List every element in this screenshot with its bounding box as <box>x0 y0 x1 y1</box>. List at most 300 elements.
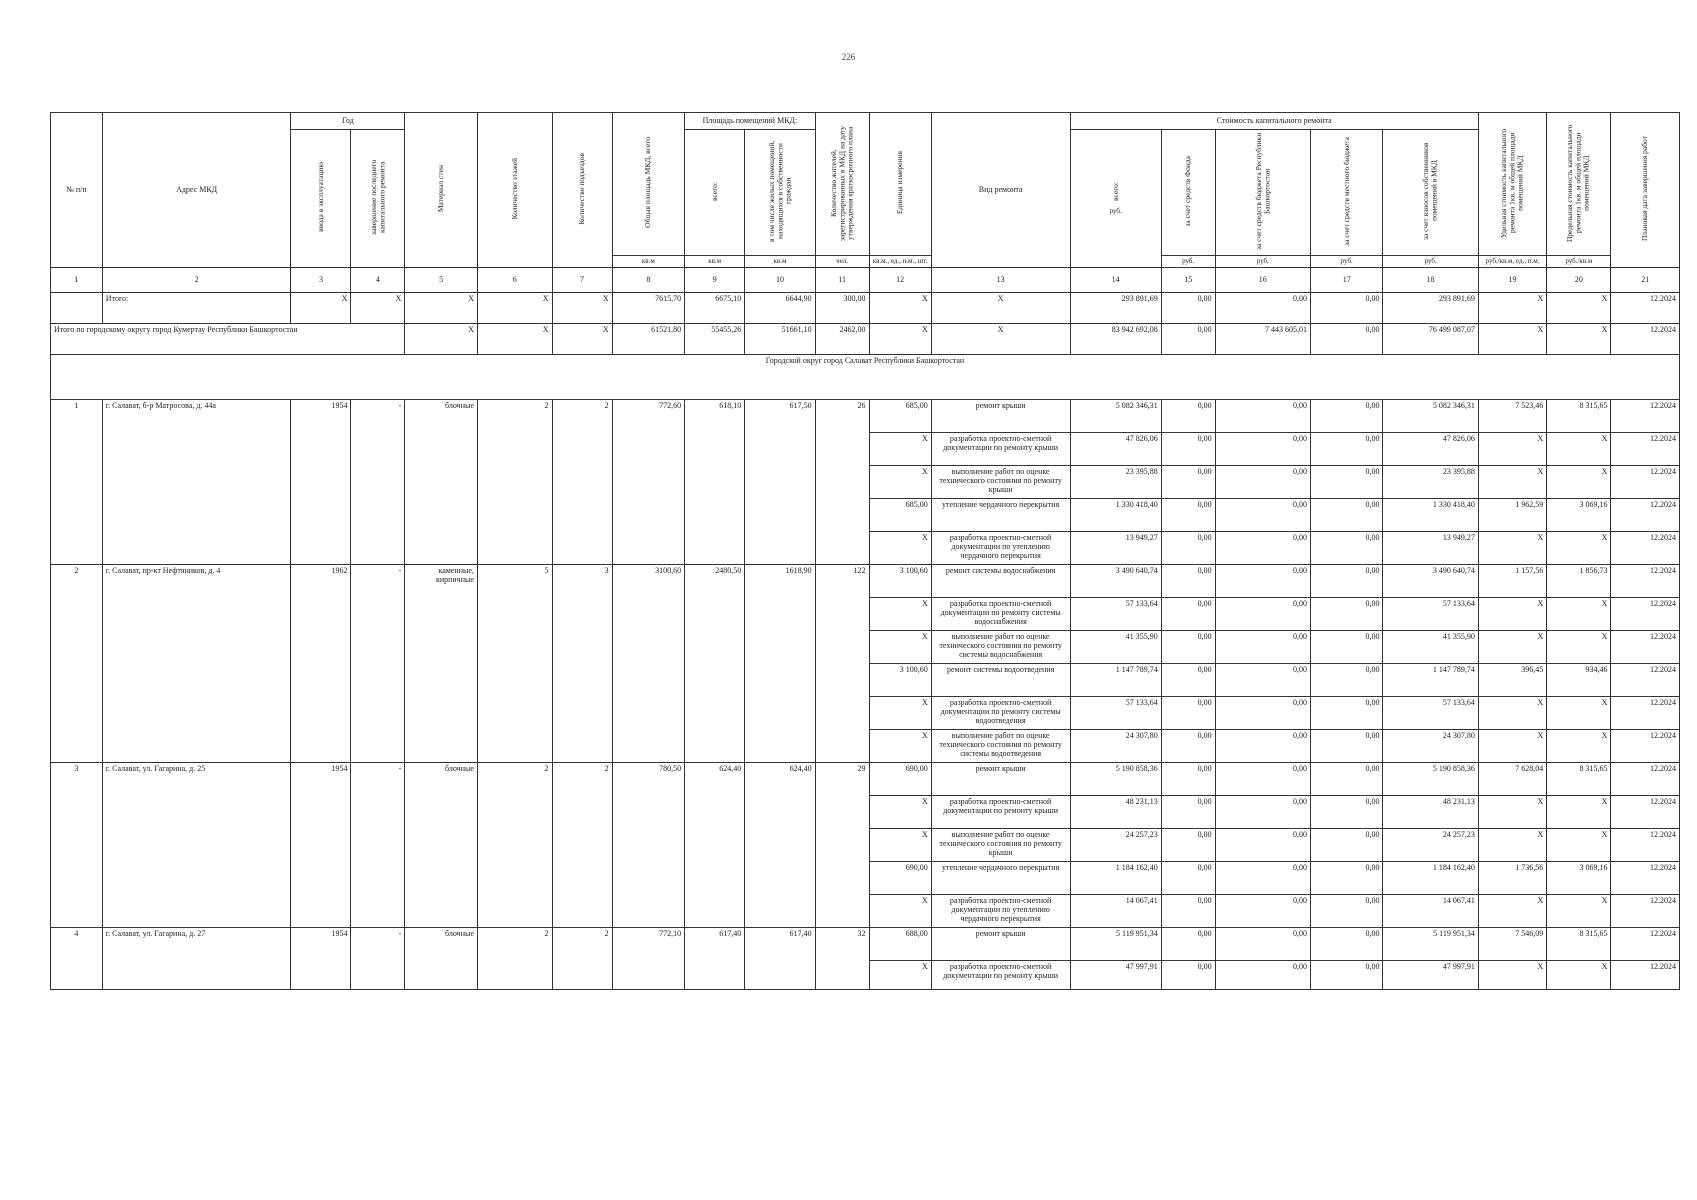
kumertau-cell: 7 443 605,01 <box>1215 324 1310 355</box>
work-type: разработка проектно-сметной документации по ремонту крыши <box>931 796 1070 829</box>
itogo-cell: X <box>291 293 351 324</box>
work-fund: 0,00 <box>1161 862 1215 895</box>
work-type: разработка проектно-сметной документации по утеплению чердачного перекрытия <box>931 532 1070 565</box>
work-total: 47 826,06 <box>1070 433 1161 466</box>
work-max-cost: X <box>1547 895 1611 928</box>
itogo-cell: X <box>405 293 478 324</box>
kumertau-cell: 83 942 692,08 <box>1070 324 1161 355</box>
itogo-cell: 300,00 <box>815 293 869 324</box>
work-unit: 3 100,60 <box>869 664 931 697</box>
column-number: 1 <box>51 268 103 293</box>
itogo-cell: 12.2024 <box>1611 293 1680 324</box>
work-total: 47 997,91 <box>1070 961 1161 990</box>
work-max-cost: 8 315,65 <box>1547 763 1611 796</box>
work-republic: 0,00 <box>1215 499 1310 532</box>
work-total: 1 330 418,40 <box>1070 499 1161 532</box>
itogo-cell: X <box>931 293 1070 324</box>
work-fund: 0,00 <box>1161 730 1215 763</box>
work-max-cost: X <box>1547 598 1611 631</box>
house-no: 4 <box>51 928 103 990</box>
work-owners: 1 184 162,40 <box>1383 862 1478 895</box>
unit-rub-14: руб. <box>1109 206 1122 215</box>
work-max-cost: 8 315,65 <box>1547 928 1611 961</box>
work-owners: 47 997,91 <box>1383 961 1478 990</box>
work-deadline: 12.2024 <box>1611 829 1680 862</box>
region-title: Городской округ город Салават Республики Башкортостан <box>51 355 1680 400</box>
work-fund: 0,00 <box>1161 796 1215 829</box>
house-address: г. Салават, б-р Матросова, д. 44а <box>102 400 291 565</box>
work-type: разработка проектно-сметной документации по ремонту системы водоснабжения <box>931 598 1070 631</box>
column-number: 21 <box>1611 268 1680 293</box>
work-local: 0,00 <box>1310 598 1383 631</box>
work-deadline: 12.2024 <box>1611 598 1680 631</box>
work-specific-cost: X <box>1478 829 1546 862</box>
work-fund: 0,00 <box>1161 466 1215 499</box>
work-deadline: 12.2024 <box>1611 466 1680 499</box>
work-type: утепление чердачного перекрытия <box>931 499 1070 532</box>
work-owners: 57 133,64 <box>1383 697 1478 730</box>
header-residents: Количество жителей, зарегистрированных в МКД на дату утверждения краткосрочного плана <box>815 113 869 256</box>
work-deadline: 12.2024 <box>1611 631 1680 664</box>
house-last-repair: - <box>351 400 405 565</box>
work-local: 0,00 <box>1310 928 1383 961</box>
work-deadline: 12.2024 <box>1611 763 1680 796</box>
house-area: 772,60 <box>612 400 685 565</box>
unit-prem: кв.м <box>685 255 745 268</box>
work-specific-cost: X <box>1478 730 1546 763</box>
work-fund: 0,00 <box>1161 664 1215 697</box>
work-local: 0,00 <box>1310 697 1383 730</box>
house-entrances: 2 <box>552 928 612 990</box>
house-floors: 2 <box>477 763 552 928</box>
work-deadline: 12.2024 <box>1611 697 1680 730</box>
work-max-cost: X <box>1547 433 1611 466</box>
header-unit: Единица измерения <box>869 113 931 256</box>
work-total: 24 307,80 <box>1070 730 1161 763</box>
house-work-row <box>51 400 1680 433</box>
work-republic: 0,00 <box>1215 565 1310 598</box>
column-number: 12 <box>869 268 931 293</box>
work-total: 57 133,64 <box>1070 697 1161 730</box>
work-unit: 3 100,60 <box>869 565 931 598</box>
header-cost-total: всего: руб. <box>1070 130 1161 268</box>
itogo-cell: X <box>1547 293 1611 324</box>
kumertau-label: Итого по городскому округу город Кумертау Республики Башкортостан <box>51 324 405 355</box>
region-row <box>51 355 1680 400</box>
house-work-row <box>51 763 1680 796</box>
header-premises: Площадь помещений МКД: <box>685 113 816 130</box>
work-specific-cost: 1 736,56 <box>1478 862 1546 895</box>
kumertau-cell: 55455,26 <box>685 324 745 355</box>
work-max-cost: 934,46 <box>1547 664 1611 697</box>
work-fund: 0,00 <box>1161 961 1215 990</box>
house-address: г. Салават, ул. Гагарина, д. 25 <box>102 763 291 928</box>
header-year-last-repair: завершение последнего капитального ремонта <box>351 130 405 268</box>
kumertau-cell: X <box>552 324 612 355</box>
work-deadline: 12.2024 <box>1611 565 1680 598</box>
work-owners: 5 190 858,36 <box>1383 763 1478 796</box>
house-material: каменные, кирпичные <box>405 565 478 763</box>
work-total: 48 231,13 <box>1070 796 1161 829</box>
work-local: 0,00 <box>1310 763 1383 796</box>
work-local: 0,00 <box>1310 400 1383 433</box>
work-type: разработка проектно-сметной документации по ремонту крыши <box>931 961 1070 990</box>
house-year: 1962 <box>291 565 351 763</box>
header-cost-fund: за счет средств Фонда <box>1161 130 1215 256</box>
work-unit: X <box>869 598 931 631</box>
work-max-cost: 3 069,16 <box>1547 499 1611 532</box>
itogo-cell: X <box>1478 293 1546 324</box>
kumertau-cell: 12.2024 <box>1611 324 1680 355</box>
kumertau-cell: 51661,10 <box>745 324 815 355</box>
house-no: 2 <box>51 565 103 763</box>
work-total: 1 147 789,74 <box>1070 664 1161 697</box>
work-republic: 0,00 <box>1215 400 1310 433</box>
work-owners: 1 147 789,74 <box>1383 664 1478 697</box>
work-republic: 0,00 <box>1215 697 1310 730</box>
work-fund: 0,00 <box>1161 598 1215 631</box>
column-number: 2 <box>102 268 291 293</box>
work-fund: 0,00 <box>1161 928 1215 961</box>
header-deadline: Плановая дата завершения работ <box>1611 113 1680 268</box>
header-row-1 <box>51 113 1680 130</box>
work-specific-cost: 7 628,04 <box>1478 763 1546 796</box>
work-local: 0,00 <box>1310 499 1383 532</box>
work-owners: 48 231,13 <box>1383 796 1478 829</box>
itogo-label: Итого: <box>102 293 291 324</box>
work-local: 0,00 <box>1310 631 1383 664</box>
work-fund: 0,00 <box>1161 433 1215 466</box>
work-deadline: 12.2024 <box>1611 532 1680 565</box>
unit-rub-16: руб. <box>1215 255 1310 268</box>
house-no: 3 <box>51 763 103 928</box>
column-number: 18 <box>1383 268 1478 293</box>
work-total: 3 490 640,74 <box>1070 565 1161 598</box>
column-number: 16 <box>1215 268 1310 293</box>
column-number: 3 <box>291 268 351 293</box>
work-deadline: 12.2024 <box>1611 433 1680 466</box>
house-last-repair: - <box>351 928 405 990</box>
work-unit: X <box>869 697 931 730</box>
work-fund: 0,00 <box>1161 631 1215 664</box>
column-number: 11 <box>815 268 869 293</box>
work-local: 0,00 <box>1310 961 1383 990</box>
work-owners: 23 395,88 <box>1383 466 1478 499</box>
work-type: ремонт системы водоотведения <box>931 664 1070 697</box>
work-max-cost: X <box>1547 466 1611 499</box>
unit-maxspec: руб./кв.м <box>1547 255 1611 268</box>
work-type: ремонт крыши <box>931 763 1070 796</box>
work-unit: X <box>869 631 931 664</box>
house-premises: 618,10 <box>685 400 745 565</box>
header-total-area: Общая площадь МКД, всего <box>612 113 685 256</box>
work-owners: 13 949,27 <box>1383 532 1478 565</box>
work-specific-cost: X <box>1478 532 1546 565</box>
work-local: 0,00 <box>1310 532 1383 565</box>
column-number: 7 <box>552 268 612 293</box>
work-type: ремонт системы водоснабжения <box>931 565 1070 598</box>
work-republic: 0,00 <box>1215 961 1310 990</box>
house-private: 617,50 <box>745 400 815 565</box>
unit-rub-17: руб. <box>1310 255 1383 268</box>
work-local: 0,00 <box>1310 565 1383 598</box>
header-address: Адрес МКД <box>102 113 291 268</box>
work-unit: 688,00 <box>869 928 931 961</box>
house-work-row <box>51 565 1680 598</box>
work-republic: 0,00 <box>1215 664 1310 697</box>
work-fund: 0,00 <box>1161 829 1215 862</box>
work-specific-cost: 1 157,56 <box>1478 565 1546 598</box>
header-cost: Стоимость капитального ремонта <box>1070 113 1478 130</box>
column-number: 9 <box>685 268 745 293</box>
itogo-cell: X <box>552 293 612 324</box>
work-type: утепление чердачного перекрытия <box>931 862 1070 895</box>
work-type: выполнение работ по оценке технического состояния по ремонту системы водоснабжения <box>931 631 1070 664</box>
work-unit: X <box>869 532 931 565</box>
column-numbers-row <box>51 268 1680 293</box>
work-type: выполнение работ по оценке технического состояния по ремонту крыши <box>931 829 1070 862</box>
house-premises: 624,40 <box>685 763 745 928</box>
work-deadline: 12.2024 <box>1611 400 1680 433</box>
work-republic: 0,00 <box>1215 829 1310 862</box>
work-local: 0,00 <box>1310 895 1383 928</box>
house-work-row <box>51 928 1680 961</box>
itogo-cell: 7615,70 <box>612 293 685 324</box>
header-year-commission: ввода в эксплуатацию <box>291 130 351 268</box>
house-year: 1954 <box>291 763 351 928</box>
work-deadline: 12.2024 <box>1611 664 1680 697</box>
work-owners: 1 330 418,40 <box>1383 499 1478 532</box>
work-unit: 685,00 <box>869 400 931 433</box>
work-max-cost: 8 315,65 <box>1547 400 1611 433</box>
work-republic: 0,00 <box>1215 466 1310 499</box>
work-owners: 5 082 346,31 <box>1383 400 1478 433</box>
work-local: 0,00 <box>1310 862 1383 895</box>
kumertau-cell: X <box>1478 324 1546 355</box>
itogo-cell: X <box>351 293 405 324</box>
unit-area: кв.м <box>612 255 685 268</box>
work-max-cost: 3 069,16 <box>1547 862 1611 895</box>
itogo-cell: 0,00 <box>1215 293 1310 324</box>
work-unit: 685,00 <box>869 499 931 532</box>
work-specific-cost: 396,45 <box>1478 664 1546 697</box>
work-republic: 0,00 <box>1215 598 1310 631</box>
work-specific-cost: X <box>1478 466 1546 499</box>
work-max-cost: X <box>1547 796 1611 829</box>
column-number: 4 <box>351 268 405 293</box>
work-deadline: 12.2024 <box>1611 928 1680 961</box>
unit-rub-18: руб. <box>1383 255 1478 268</box>
kumertau-cell: 0,00 <box>1161 324 1215 355</box>
work-type: выполнение работ по оценке технического состояния по ремонту крыши <box>931 466 1070 499</box>
house-area: 772,10 <box>612 928 685 990</box>
work-type: выполнение работ по оценке технического состояния по ремонту системы водоотведения <box>931 730 1070 763</box>
work-type: ремонт крыши <box>931 400 1070 433</box>
column-number: 20 <box>1547 268 1611 293</box>
house-residents: 122 <box>815 565 869 763</box>
work-total: 14 067,41 <box>1070 895 1161 928</box>
header-work-type: Вид ремонта <box>931 113 1070 268</box>
column-number: 8 <box>612 268 685 293</box>
unit-measure: кв.м., ед., п.м., шт. <box>869 255 931 268</box>
itogo-row <box>51 293 1680 324</box>
work-owners: 5 119 951,34 <box>1383 928 1478 961</box>
house-entrances: 2 <box>552 400 612 565</box>
work-total: 5 082 346,31 <box>1070 400 1161 433</box>
itogo-cell: 6644,90 <box>745 293 815 324</box>
work-specific-cost: X <box>1478 697 1546 730</box>
house-residents: 32 <box>815 928 869 990</box>
work-type: ремонт крыши <box>931 928 1070 961</box>
work-republic: 0,00 <box>1215 862 1310 895</box>
column-number: 13 <box>931 268 1070 293</box>
unit-people: чел. <box>815 255 869 268</box>
work-max-cost: X <box>1547 697 1611 730</box>
house-entrances: 3 <box>552 565 612 763</box>
header-entrances: Количество подъездов <box>552 113 612 268</box>
column-number: 6 <box>477 268 552 293</box>
work-local: 0,00 <box>1310 730 1383 763</box>
work-type: разработка проектно-сметной документации по утеплению чердачного перекрытия <box>931 895 1070 928</box>
unit-rub-15: руб. <box>1161 255 1215 268</box>
work-unit: X <box>869 829 931 862</box>
work-fund: 0,00 <box>1161 697 1215 730</box>
work-local: 0,00 <box>1310 466 1383 499</box>
work-total: 13 949,27 <box>1070 532 1161 565</box>
work-republic: 0,00 <box>1215 730 1310 763</box>
house-material: блочные <box>405 928 478 990</box>
house-year: 1954 <box>291 928 351 990</box>
work-owners: 57 133,64 <box>1383 598 1478 631</box>
column-number: 15 <box>1161 268 1215 293</box>
work-republic: 0,00 <box>1215 631 1310 664</box>
work-total: 23 395,88 <box>1070 466 1161 499</box>
work-total: 24 257,23 <box>1070 829 1161 862</box>
kumertau-cell: 61521,80 <box>612 324 685 355</box>
work-owners: 41 355,90 <box>1383 631 1478 664</box>
work-max-cost: X <box>1547 829 1611 862</box>
work-deadline: 12.2024 <box>1611 499 1680 532</box>
work-deadline: 12.2024 <box>1611 895 1680 928</box>
column-number: 14 <box>1070 268 1161 293</box>
house-residents: 29 <box>815 763 869 928</box>
header-floors: Количество этажей <box>477 113 552 268</box>
work-unit: X <box>869 433 931 466</box>
house-last-repair: - <box>351 763 405 928</box>
work-local: 0,00 <box>1310 664 1383 697</box>
header-premises-private: в том числе жилых помещений, находящихся в собственности граждан <box>745 130 815 256</box>
work-total: 5 119 951,34 <box>1070 928 1161 961</box>
house-private: 1618,90 <box>745 565 815 763</box>
kumertau-cell: X <box>1547 324 1611 355</box>
work-specific-cost: 1 962,59 <box>1478 499 1546 532</box>
work-max-cost: X <box>1547 730 1611 763</box>
work-fund: 0,00 <box>1161 400 1215 433</box>
work-local: 0,00 <box>1310 796 1383 829</box>
work-deadline: 12.2024 <box>1611 961 1680 990</box>
work-max-cost: X <box>1547 961 1611 990</box>
work-fund: 0,00 <box>1161 895 1215 928</box>
page-number: 226 <box>841 52 856 62</box>
work-max-cost: X <box>1547 631 1611 664</box>
house-floors: 5 <box>477 565 552 763</box>
work-specific-cost: X <box>1478 796 1546 829</box>
work-fund: 0,00 <box>1161 532 1215 565</box>
header-cost-local: за счет средств местного бюджета <box>1310 130 1383 256</box>
itogo-cell: X <box>477 293 552 324</box>
itogo-cell: 293 891,69 <box>1383 293 1478 324</box>
work-deadline: 12.2024 <box>1611 730 1680 763</box>
header-premises-total: всего: <box>685 130 745 256</box>
kumertau-cell: 0,00 <box>1310 324 1383 355</box>
work-deadline: 12.2024 <box>1611 796 1680 829</box>
work-specific-cost: X <box>1478 598 1546 631</box>
work-unit: X <box>869 730 931 763</box>
work-specific-cost: X <box>1478 631 1546 664</box>
work-type: разработка проектно-сметной документации по ремонту крыши <box>931 433 1070 466</box>
itogo-cell: X <box>869 293 931 324</box>
work-unit: X <box>869 961 931 990</box>
work-specific-cost: 7 523,46 <box>1478 400 1546 433</box>
work-owners: 47 826,06 <box>1383 433 1478 466</box>
work-type: разработка проектно-сметной документации по ремонту системы водоотведения <box>931 697 1070 730</box>
work-specific-cost: X <box>1478 433 1546 466</box>
work-total: 5 190 858,36 <box>1070 763 1161 796</box>
header-no: № п/п <box>51 113 103 268</box>
work-unit: X <box>869 796 931 829</box>
work-republic: 0,00 <box>1215 433 1310 466</box>
column-number: 17 <box>1310 268 1383 293</box>
kumertau-cell: 2462,00 <box>815 324 869 355</box>
work-specific-cost: X <box>1478 961 1546 990</box>
house-private: 617,40 <box>745 928 815 990</box>
kumertau-cell: X <box>477 324 552 355</box>
house-address: г. Салават, ул. Гагарина, д. 27 <box>102 928 291 990</box>
header-cost-owners: за счет взносов собственников помещений в МКД <box>1383 130 1478 256</box>
work-unit: X <box>869 466 931 499</box>
house-private: 624,40 <box>745 763 815 928</box>
house-premises: 2480,50 <box>685 565 745 763</box>
house-premises: 617,40 <box>685 928 745 990</box>
house-material: блочные <box>405 400 478 565</box>
work-fund: 0,00 <box>1161 763 1215 796</box>
house-residents: 26 <box>815 400 869 565</box>
work-owners: 14 067,41 <box>1383 895 1478 928</box>
kumertau-cell: 76 499 087,07 <box>1383 324 1478 355</box>
house-last-repair: - <box>351 565 405 763</box>
work-total: 57 133,64 <box>1070 598 1161 631</box>
house-entrances: 2 <box>552 763 612 928</box>
work-republic: 0,00 <box>1215 763 1310 796</box>
itogo-cell: 0,00 <box>1161 293 1215 324</box>
unit-priv: кв.м <box>745 255 815 268</box>
work-republic: 0,00 <box>1215 796 1310 829</box>
house-floors: 2 <box>477 400 552 565</box>
work-unit: 690,00 <box>869 862 931 895</box>
work-owners: 24 257,23 <box>1383 829 1478 862</box>
work-unit: 690,00 <box>869 763 931 796</box>
house-year: 1954 <box>291 400 351 565</box>
kumertau-cell: X <box>931 324 1070 355</box>
house-area: 3100,60 <box>612 565 685 763</box>
work-owners: 24 307,80 <box>1383 730 1478 763</box>
unit-spec: руб./кв.м, ед., п.м. <box>1478 255 1546 268</box>
itogo-cell: 293 891,69 <box>1070 293 1161 324</box>
house-address: г. Салават, пр-кт Нефтяников, д. 4 <box>102 565 291 763</box>
work-fund: 0,00 <box>1161 499 1215 532</box>
column-number: 5 <box>405 268 478 293</box>
work-deadline: 12.2024 <box>1611 862 1680 895</box>
